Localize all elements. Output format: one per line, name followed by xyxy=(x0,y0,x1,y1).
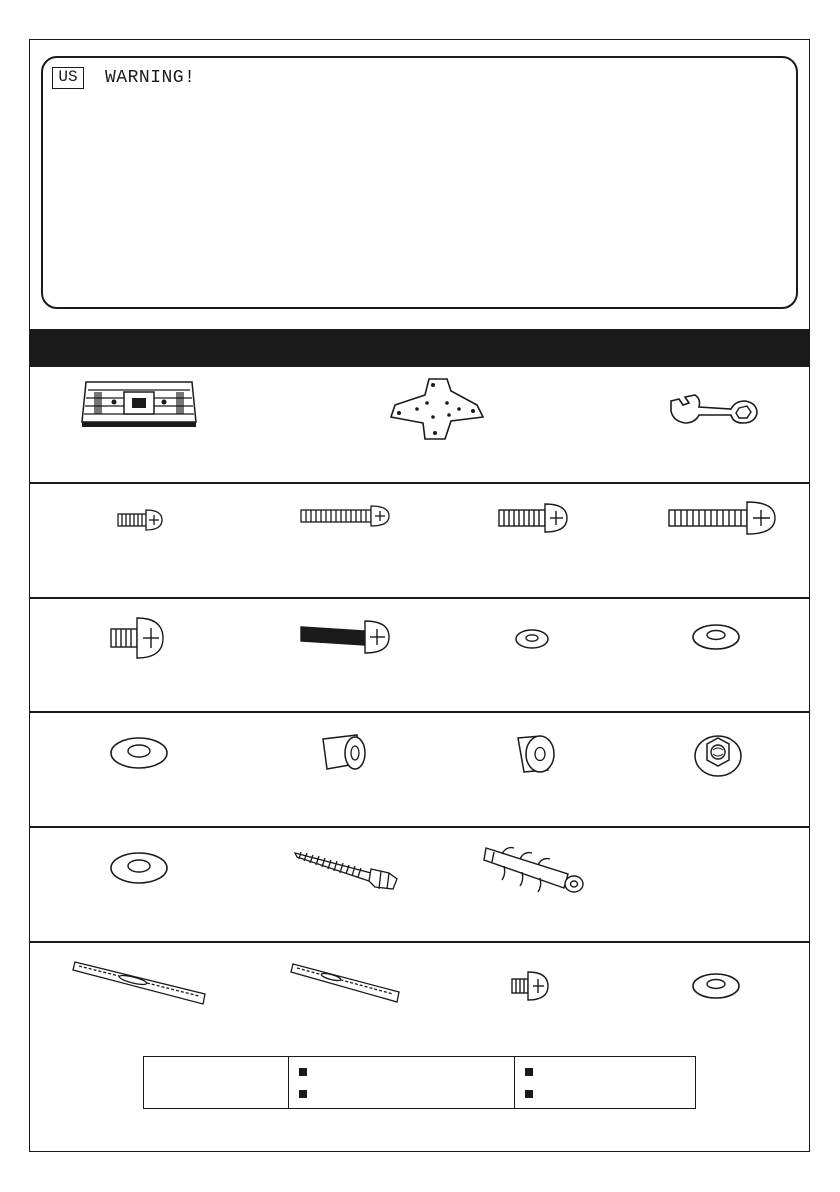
washer-icon xyxy=(514,628,550,650)
lag-bolt-icon xyxy=(293,843,401,893)
row-divider xyxy=(29,597,810,599)
row-divider xyxy=(29,711,810,713)
screw-icon xyxy=(497,502,569,534)
row-divider xyxy=(29,941,810,943)
row-divider xyxy=(29,482,810,484)
region-badge: US xyxy=(52,67,84,89)
wall-anchor-icon xyxy=(482,844,586,894)
spec-table xyxy=(143,1056,696,1109)
washer-icon xyxy=(109,735,169,771)
safety-strap-icon xyxy=(73,960,207,1006)
warning-title: WARNING! xyxy=(105,68,196,88)
wall-plate-icon xyxy=(80,378,198,428)
washer-icon xyxy=(109,850,169,886)
spec-table-cell xyxy=(515,1057,696,1109)
spec-table-cell xyxy=(289,1057,515,1109)
screw-icon xyxy=(109,616,165,660)
spec-table-label-cell xyxy=(144,1057,289,1109)
checkbox-square-icon xyxy=(525,1068,533,1076)
washer-icon xyxy=(691,971,741,1001)
screw-icon xyxy=(299,503,391,529)
hex-nut-icon xyxy=(693,730,743,778)
checkbox-square-icon xyxy=(525,1090,533,1098)
row-divider xyxy=(29,826,810,828)
warning-box xyxy=(41,56,798,309)
screw-icon xyxy=(667,500,777,536)
spacer-icon xyxy=(510,734,556,774)
washer-icon xyxy=(691,622,741,652)
checkbox-square-icon xyxy=(299,1068,307,1076)
safety-strap-icon xyxy=(291,962,401,1004)
parts-list-header-bar xyxy=(29,329,810,367)
screw-icon xyxy=(299,619,391,655)
checkbox-square-icon xyxy=(299,1090,307,1098)
screw-icon xyxy=(116,508,164,532)
spacer-icon xyxy=(317,731,367,775)
screw-icon xyxy=(510,970,550,1002)
vesa-adapter-plate-icon xyxy=(389,377,485,441)
wrench-icon xyxy=(669,393,759,425)
